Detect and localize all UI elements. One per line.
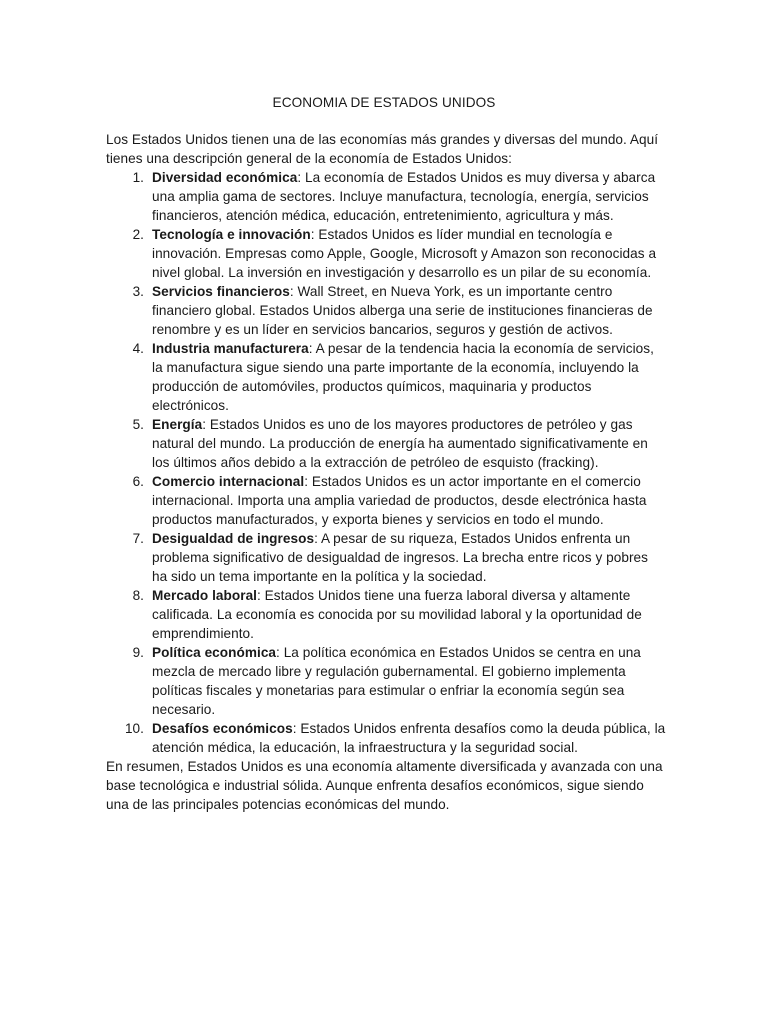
item-number: 5. xyxy=(132,417,144,432)
item-number: 9. xyxy=(132,645,144,660)
list-item xyxy=(132,168,666,225)
item-heading: Diversidad económica xyxy=(152,170,298,185)
item-heading: Tecnología e innovación xyxy=(152,227,311,242)
list-item xyxy=(132,472,666,529)
item-number: 4. xyxy=(132,341,144,356)
item-heading: Desigualdad de ingresos xyxy=(152,531,315,546)
item-number: 3. xyxy=(132,284,144,299)
item-text: : A pesar de la tendencia hacia la economía de servicios, la manufactura sigue siendo una parte importante de la economía, incluyendo la producción de automóviles, productos químicos, maquinaria y productos electrónicos. xyxy=(152,341,654,413)
item-text: : Estados Unidos es líder mundial en tecnología e innovación. Empresas como Apple, Google, Microsoft y Amazon son reconocidas a nivel global. La inversión en investigación y desarrollo es un pilar de su economía. xyxy=(152,227,657,280)
item-text: : Wall Street, en Nueva York, es un importante centro financiero global. Estados Unidos alberga una serie de instituciones financieras de renombre y es un líder en servicios bancarios, seguros y gestión de activos. xyxy=(152,284,653,337)
intro-paragraph: Los Estados Unidos tienen una de las economías más grandes y diversas del mundo. Aquí tienes una descripción general de la economía de Estados Unidos: xyxy=(106,132,659,166)
document-title: ECONOMIA DE ESTADOS UNIDOS xyxy=(272,95,496,110)
list-item xyxy=(132,339,666,415)
item-text: : A pesar de su riqueza, Estados Unidos enfrenta un problema significativo de desigualdad de ingresos. La brecha entre ricos y pobres ha sido un tema importante en la política y la sociedad. xyxy=(152,531,648,584)
item-heading: Mercado laboral xyxy=(152,588,257,603)
list-item xyxy=(124,719,666,757)
item-heading: Comercio internacional xyxy=(152,474,305,489)
item-text: : La política económica en Estados Unidos se centra en una mezcla de mercado libre y regulación gubernamental. El gobierno implementa políticas fiscales y monetarias para estimular o enfriar la economía según sea necesario. xyxy=(152,645,641,717)
list-item xyxy=(132,415,666,472)
list-item xyxy=(132,586,666,643)
item-text: : La economía de Estados Unidos es muy diversa y abarca una amplia gama de sectores. Incluye manufactura, tecnología, energía, servicios financieros, atención médica, educación, entretenimiento, agricultura y más. xyxy=(152,170,656,223)
list-item xyxy=(132,225,666,282)
list-item xyxy=(132,282,666,339)
document-body xyxy=(106,130,666,814)
conclusion-paragraph: En resumen, Estados Unidos es una economía altamente diversificada y avanzada con una base tecnológica e industrial sólida. Aunque enfrenta desafíos económicos, sigue siendo una de las principales potencias económicas del mundo. xyxy=(106,759,663,812)
item-number: 7. xyxy=(132,531,144,546)
item-heading: Servicios financieros xyxy=(152,284,290,299)
item-number: 10. xyxy=(124,721,144,736)
item-text: : Estados Unidos es uno de los mayores productores de petróleo y gas natural del mundo. La producción de energía ha aumentado significativamente en los últimos años debido a la extracción de petróleo de esquisto (fracking). xyxy=(152,417,648,470)
economy-topics-list xyxy=(106,168,666,757)
item-text: : Estados Unidos es un actor importante en el comercio internacional. Importa una amplia variedad de productos, desde electrónica hasta productos manufacturados, y exporta bienes y servicios en todo el mundo. xyxy=(152,474,647,527)
item-heading: Industria manufacturera xyxy=(152,341,309,356)
item-number: 8. xyxy=(132,588,144,603)
item-number: 6. xyxy=(132,474,144,489)
item-number: 1. xyxy=(132,170,144,185)
item-heading: Desafíos económicos xyxy=(152,721,293,736)
list-item xyxy=(132,643,666,719)
item-heading: Política económica xyxy=(152,645,277,660)
item-text: : Estados Unidos enfrenta desafíos como la deuda pública, la atención médica, la educación, la infraestructura y la seguridad social. xyxy=(152,721,666,755)
list-item xyxy=(132,529,666,586)
item-text: : Estados Unidos tiene una fuerza laboral diversa y altamente calificada. La economía es conocida por su movilidad laboral y la oportunidad de emprendimiento. xyxy=(152,588,642,641)
item-heading: Energía xyxy=(152,417,203,432)
item-number: 2. xyxy=(132,227,144,242)
